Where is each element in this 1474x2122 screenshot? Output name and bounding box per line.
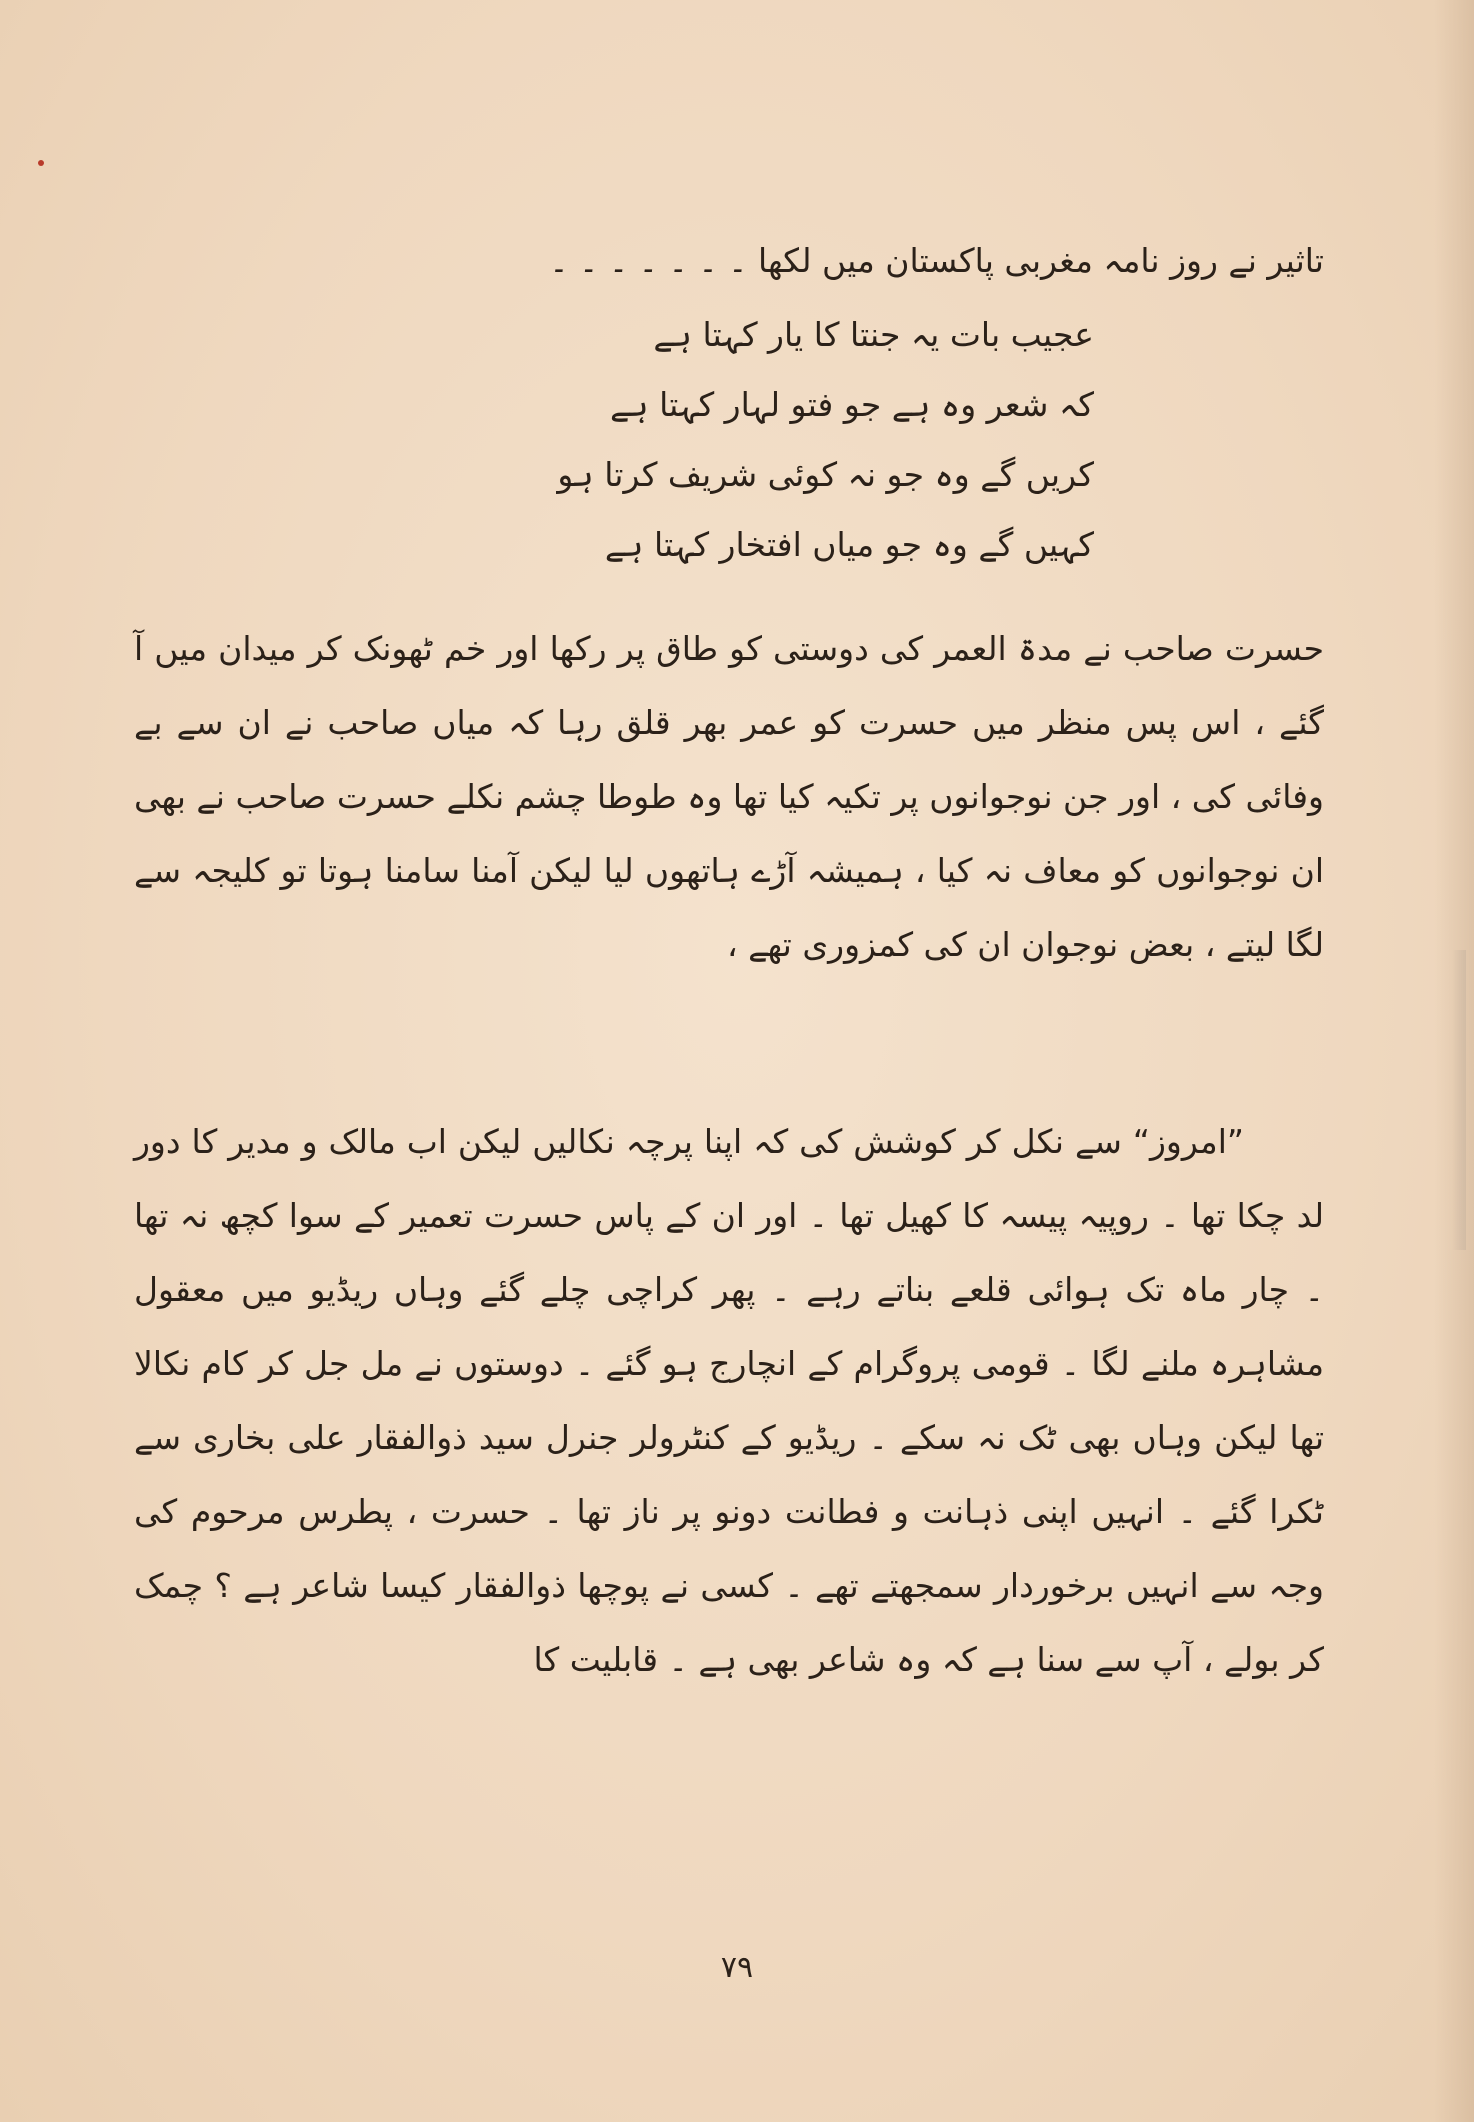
paragraph-2: ”امروز“ سے نکل کر کوشش کی کہ اپنا پرچہ نکالیں لیکن اب مالک و مدیر کا دور لد چکا تھا ۔ روپیہ پیسہ کا کھیل تھا ۔ اور ان کے پاس حسرت تعمیر کے سوا کچھ نہ تھا ۔ چار ماہ تک ہوائی قلعے بناتے رہے ۔ پھر کراچی چلے گئے وہاں ریڈیو میں معقول مشاہرہ ملنے لگا ۔ قومی پروگرام کے انچارج ہو گئے ۔ دوستوں نے مل جل کر کام نکالا تھا لیکن وہاں بھی ٹک نہ سکے ۔ ریڈیو کے کنٹرولر جنرل سید ذوالفقار علی بخاری سے ٹکرا گئے ۔ انہیں اپنی ذہانت و فطانت دونو پر ناز تھا ۔ حسرت ، پطرس مرحوم کی وجہ سے انہیں برخوردار سمجھتے تھے ۔ کسی نے پوچھا ذوالفقار کیسا شاعر ہے ؟ چمک کر بولے ، آپ سے سنا ہے کہ وہ شاعر بھی ہے ۔ قابلیت کا <box>134 1122 1324 1679</box>
intro-line: تاثیر نے روز نامہ مغربی پاکستان میں لکھا ۔ ۔ ۔ ۔ ۔ ۔ ۔ <box>549 241 1324 280</box>
paragraph-1: حسرت صاحب نے مدۃ العمر کی دوستی کو طاق پر رکھا اور خم ٹھونک کر میدان میں آ گئے ، اس پس منظر میں حسرت کو عمر بھر قلق رہا کہ میاں صاحب نے ان سے بے وفائی کی ، اور جن نوجوانوں پر تکیہ کیا تھا وہ طوطا چشم نکلے حسرت صاحب نے بھی ان نوجوانوں کو معاف نہ کیا ، ہمیشہ آڑے ہاتھوں لیا لیکن آمنا سامنا ہوتا تو کلیجہ سے لگا لیتے ، بعض نوجوان ان کی کمزوری تھے ، <box>134 629 1324 964</box>
verse-line-3: کریں گے وہ جو نہ کوئی شریف کرتا ہو <box>557 455 1094 494</box>
page-fold <box>1452 950 1466 1250</box>
verse-line-2: کہ شعر وہ ہے جو فتو لہار کہتا ہے <box>609 385 1094 424</box>
page-number: ۷۹ <box>720 1950 754 1985</box>
ink-dot <box>38 160 44 166</box>
verse-line-1: عجیب بات یہ جنتا کا یار کہتا ہے <box>653 315 1094 354</box>
verse-line-4: کہیں گے وہ جو میاں افتخار کہتا ہے <box>604 525 1094 564</box>
